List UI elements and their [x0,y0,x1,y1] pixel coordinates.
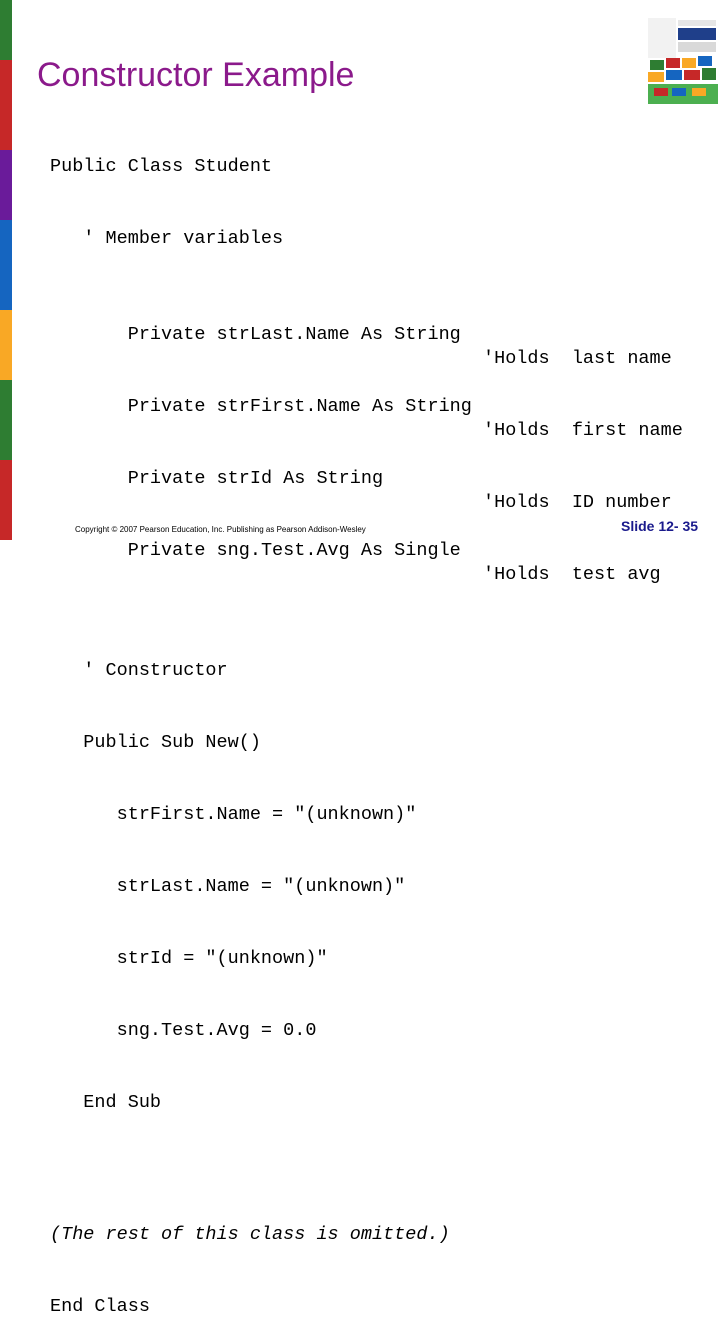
code-line: Public Class Student [50,156,273,177]
code-line: ' Constructor [50,660,228,681]
accent-segment [0,220,12,310]
copyright-text: Copyright © 2007 Pearson Education, Inc. Publishing as Pearson Addison-Wesley [75,525,366,534]
code-line: Private strLast.Name As String 'Holds last name [94,324,672,369]
code-line: Private sng.Test.Avg As Single 'Holds test avg [94,540,661,585]
code-line: End Class [50,1296,150,1317]
code-line: strLast.Name = "(unknown)" [50,876,406,897]
code-line: Private strId As String 'Holds ID number [94,468,672,513]
slide-number: Slide 12- 35 [621,518,699,534]
accent-segment [0,380,12,460]
code-blank-line [50,587,472,611]
accent-segment [0,310,12,380]
slide-title: Constructor Example [37,56,355,94]
accent-segment [0,460,12,540]
code-line: ' Member variables [50,228,284,249]
code-comment: 'Holds test avg [483,564,661,585]
code-line: Private strFirst.Name As String 'Holds first name [94,396,683,441]
accent-segment [0,150,12,220]
accent-segment [0,60,12,150]
code-line: End Sub [50,1092,162,1113]
code-line: sng.Test.Avg = 0.0 [50,1020,317,1041]
code-line: strFirst.Name = "(unknown)" [50,804,417,825]
left-accent-bar [0,0,12,540]
code-line: Public Sub New() [50,732,261,753]
code-line: strId = "(unknown)" [50,948,328,969]
code-comment: 'Holds last name [483,348,672,369]
code-note: (The rest of this class is omitted.) [50,1224,450,1245]
code-comment: 'Holds first name [483,420,683,441]
book-cover-icon [648,18,718,104]
accent-segment [0,0,12,60]
code-comment: 'Holds ID number [483,492,672,513]
code-gap [50,1163,472,1175]
